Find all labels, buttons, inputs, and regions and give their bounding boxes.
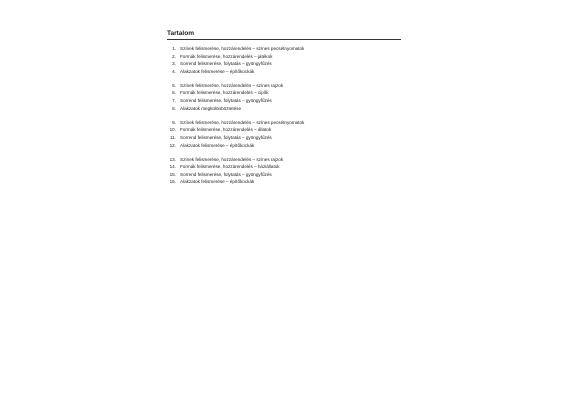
toc-group-2 — [167, 82, 401, 112]
page-title: Tartalom — [167, 30, 194, 37]
toc-entry-title: Formák felismerése, hozzárendelés – cipők — [180, 90, 269, 96]
table-of-contents — [167, 30, 401, 193]
toc-entry-title: Alakzatok felismerése – építőkockák — [180, 68, 255, 74]
toc-entry-number: 14. — [169, 164, 176, 170]
toc-entry[interactable] — [167, 60, 401, 68]
toc-entry-number: 9. — [172, 119, 176, 125]
toc-entry[interactable] — [167, 156, 401, 164]
title-divider — [167, 39, 401, 40]
toc-entry-number: 8. — [172, 105, 176, 111]
toc-entry[interactable] — [167, 45, 401, 53]
toc-entry-number: 5. — [172, 82, 176, 88]
toc-entry[interactable] — [167, 142, 401, 150]
toc-entry[interactable] — [167, 171, 401, 179]
toc-entry-number: 11. — [169, 134, 176, 140]
toc-entry[interactable] — [167, 53, 401, 61]
toc-entry-number: 7. — [172, 98, 176, 104]
toc-entry[interactable] — [167, 178, 401, 186]
toc-entry-title: Sorrend felismerése, folytatás – gyöngyfűzés — [180, 171, 272, 177]
toc-entry[interactable] — [167, 89, 401, 97]
toc-entry-number: 10. — [169, 127, 176, 133]
toc-entry-title: Sorrend felismerése, folytatás – gyöngyfűzés — [180, 134, 272, 140]
toc-entry[interactable] — [167, 126, 401, 134]
toc-entry-title: Színek felismerése, hozzárendelés – színes rajzok — [180, 156, 284, 162]
toc-entry-number: 6. — [172, 90, 176, 96]
toc-entry-title: Formák felismerése, hozzárendelés – állatok — [180, 127, 272, 133]
toc-entry-number: 15. — [169, 171, 176, 177]
toc-entry[interactable] — [167, 68, 401, 76]
toc-entry[interactable] — [167, 119, 401, 127]
toc-entry[interactable] — [167, 134, 401, 142]
toc-entry-number: 13. — [169, 156, 176, 162]
toc-entry-title: Alakzatok felismerése – építőkockák — [180, 179, 255, 185]
toc-entry-title: Színek felismerése, hozzárendelés – színes pecsétnyomatok — [180, 46, 305, 51]
toc-entry[interactable] — [167, 82, 401, 90]
toc-entry-title: Sorrend felismerése, folytatás – gyöngyfűzés — [180, 98, 272, 104]
toc-entry-number: 16. — [169, 179, 176, 185]
toc-group-4 — [167, 156, 401, 186]
toc-entry-number: 1. — [172, 46, 176, 51]
toc-group-3 — [167, 119, 401, 149]
toc-entry[interactable] — [167, 105, 401, 113]
toc-group-1 — [167, 45, 401, 75]
toc-entry-number: 2. — [172, 53, 176, 59]
toc-entry-title: Színek felismerése, hozzárendelés – színes rajzok — [180, 82, 284, 88]
toc-entry-title: Formák felismerése, hozzárendelés – háziállatok — [180, 164, 280, 170]
toc-entry[interactable] — [167, 163, 401, 171]
toc-entry[interactable] — [167, 97, 401, 105]
toc-entry-title: Formák felismerése, hozzárendelés – játékok — [180, 53, 273, 59]
toc-entry-title: Színek felismerése, hozzárendelés – színes pecsétnyomatok — [180, 119, 305, 125]
toc-entry-title: Alakzatok megkülönböztetése — [180, 105, 242, 111]
toc-entry-title: Sorrend felismerése, folytatás – gyöngyfűzés — [180, 61, 272, 67]
toc-entry-number: 3. — [172, 61, 176, 67]
toc-entry-title: Alakzatok felismerése – építőkockák — [180, 142, 255, 148]
toc-entry-number: 12. — [169, 142, 176, 148]
toc-entry-number: 4. — [172, 68, 176, 74]
